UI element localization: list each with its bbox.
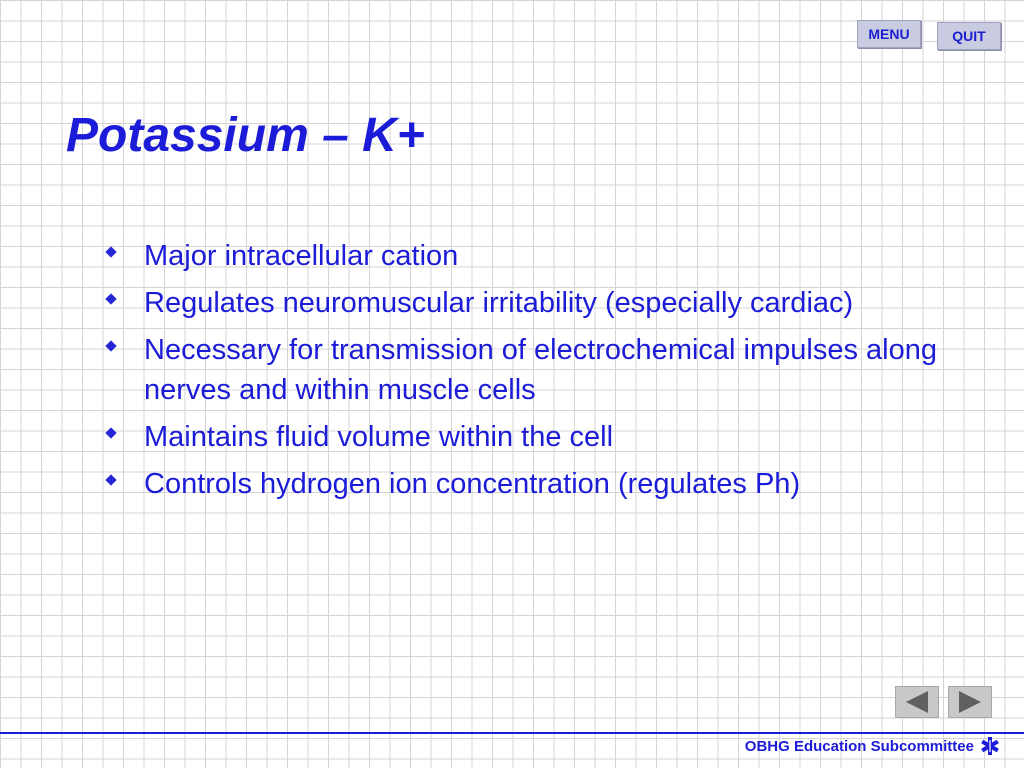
footer — [745, 736, 1000, 756]
next-slide-button[interactable] — [948, 686, 992, 718]
bullet-text: Necessary for transmission of electrochemical impulses along nerves and within muscle cells — [144, 334, 937, 406]
previous-slide-button[interactable] — [895, 686, 939, 718]
list-item — [104, 464, 1004, 504]
quit-button[interactable]: QUIT — [937, 22, 1001, 50]
list-item — [104, 236, 1004, 276]
list-item — [104, 283, 1004, 323]
triangle-right-icon — [959, 691, 981, 713]
bullet-text: Regulates neuromuscular irritability (especially cardiac) — [144, 287, 854, 319]
diamond-bullet-icon — [104, 236, 144, 256]
bullet-text: Major intracellular cation — [144, 240, 459, 272]
footer-text: OBHG Education Subcommittee — [744, 737, 974, 755]
menu-button[interactable]: MENU — [857, 20, 921, 48]
bullet-text: Maintains fluid volume within the cell — [144, 421, 614, 453]
footer-divider — [0, 732, 1024, 734]
diamond-bullet-icon — [104, 330, 144, 350]
bullet-list — [104, 236, 1004, 511]
list-item — [104, 330, 1004, 410]
bullet-text: Controls hydrogen ion concentration (regulates Ph) — [144, 468, 801, 500]
diamond-bullet-icon — [104, 417, 144, 437]
diamond-bullet-icon — [104, 283, 144, 303]
star-of-life-icon — [980, 736, 1000, 756]
triangle-left-icon — [906, 691, 928, 713]
diamond-bullet-icon — [104, 464, 144, 484]
list-item — [104, 417, 1004, 457]
slide-title: Potassium – K+ — [66, 109, 425, 162]
